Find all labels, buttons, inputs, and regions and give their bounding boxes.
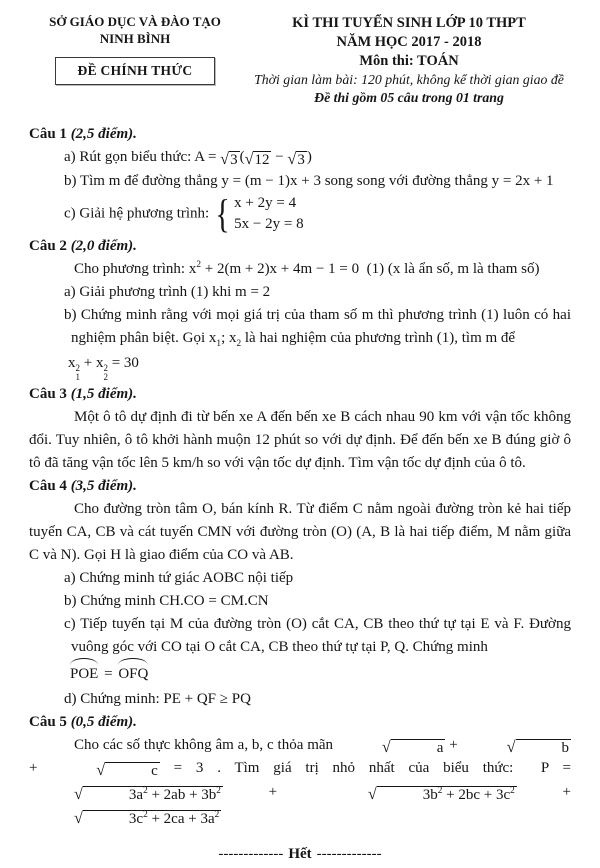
question-points: (1,5 điểm).	[70, 385, 137, 402]
superscript: 2	[216, 785, 221, 796]
question-line: a) Rút gọn biểu thức: A = √ 3 ( √ 12 − √ 3 )	[64, 148, 312, 168]
question-line: x 2 1 + x 2 2 = 30	[68, 354, 139, 383]
question-header-3	[29, 383, 571, 406]
question-header-2	[29, 235, 571, 258]
question-label: Câu 4	[29, 477, 71, 494]
radical-sign-icon: √	[244, 149, 254, 168]
issuing-authority-block	[29, 14, 241, 85]
question-line: Cho các số thực không âm a, b, c thỏa mãn √ a + √ b + √ c = 3 . Tìm giá trị nhỏ nhất của biểu thức: P = √ $3a^2 + 2ab + 3b^2$ + √ $3b^2 + 2bc + 3c^2$ + √ $3c^2 + 2ca + 3a^2$	[29, 736, 571, 827]
question-line: b) Chứng minh CH.CO = CM.CN	[64, 592, 269, 609]
official-exam-box	[55, 57, 216, 85]
radical-sign-icon: √	[220, 149, 230, 168]
system-equation: x + 2y = 4	[234, 194, 297, 211]
radical-sign-icon: √	[74, 784, 83, 803]
sup-sub-stack	[76, 364, 81, 383]
question-line: Cho đường tròn tâm O, bán kính R. Từ điểm C nằm ngoài đường tròn kẻ hai tiếp tuyến CA, CB và cát tuyến CMN với đường tròn (O) (A, B là hai tiếp điểm, M nằm giữa C và N). Gọi H là giao điểm của CO và AB.	[29, 500, 571, 563]
radicand: $3c^2 + 2ca + 3a^2$	[83, 810, 221, 829]
question-header-1	[29, 123, 571, 146]
question-label: Câu 5	[29, 713, 71, 730]
footer-dashes-left: -------------	[218, 846, 284, 863]
authority-province: NINH BÌNH	[99, 30, 171, 46]
angle-arc-notation: POE	[68, 659, 100, 688]
exam-footer	[29, 843, 571, 866]
sqrt-radical	[462, 739, 571, 758]
system-equations	[234, 193, 303, 235]
footer-dashes-right: -------------	[316, 846, 382, 863]
question-points: (2,5 điểm).	[70, 125, 137, 142]
question-line: a) Giải phương trình (1) khi m = 2	[64, 283, 271, 300]
radicand: a	[391, 739, 446, 758]
question-line: c) Tiếp tuyến tại M của đường tròn (O) cắt CA, CB theo thứ tự tại E và F. Đường vuông góc với CO tại O cắt CA, CB theo thứ tự tại P, Q. Chứng minh	[64, 615, 571, 655]
radical-sign-icon: √	[381, 737, 391, 756]
question-line: Một ô tô dự định đi từ bến xe A đến bến xe B cách nhau 90 km với vận tốc không đổi. Tuy nhiên, ô tô khởi hành muộn 12 phút so với dự định. Để đến bến xe B đúng giờ ô tô đã tăng vận tốc lên 5 km/h so với vận tốc dự định. Tìm vận tốc dự định của ô tô.	[29, 408, 571, 471]
system-brace: {	[215, 190, 230, 236]
question-line: POE = OFQ	[68, 659, 571, 688]
official-exam-label: ĐỀ CHÍNH THỨC	[77, 62, 193, 78]
superscript: 2	[214, 809, 220, 820]
question-header-5	[29, 711, 571, 734]
angle-arc-notation: OFQ	[116, 659, 150, 688]
exam-page-note: Đề thi gồm 05 câu trong 01 trang	[314, 89, 504, 105]
exam-duration: Thời gian làm bài: 120 phút, không kể thời gian giao đề	[254, 71, 564, 87]
question-line: d) Chứng minh: PE + QF ≥ PQ	[64, 690, 251, 707]
question-points: (3,5 điểm).	[70, 477, 137, 494]
sqrt-radical	[51, 762, 160, 781]
sqrt-radical	[337, 739, 446, 758]
sqrt-radical	[323, 786, 517, 805]
sup-sub-stack	[103, 364, 108, 383]
sqrt-radical	[29, 810, 221, 829]
superscript: 2	[143, 785, 148, 796]
radicand: c	[105, 762, 160, 781]
exam-body	[29, 123, 571, 828]
radical-sign-icon: √	[506, 737, 516, 756]
superscript: 2	[143, 809, 148, 820]
superscript: 2	[75, 362, 80, 373]
radicand: $3a^2 + 2ab + 3b^2$	[83, 786, 223, 805]
radical-sign-icon: √	[367, 784, 377, 803]
question-label: Câu 2	[29, 237, 71, 254]
exam-title: KÌ THI TUYỂN SINH LỚP 10 THPT	[292, 15, 526, 31]
radicand: 3	[230, 151, 238, 168]
question-line: a) Chứng minh tứ giác AOBC nội tiếp	[64, 569, 294, 586]
question-label: Câu 3	[29, 385, 71, 402]
radical-sign-icon: √	[74, 808, 83, 827]
subscript: 2	[103, 372, 108, 383]
question-header-4	[29, 475, 571, 498]
exam-header	[29, 14, 571, 107]
superscript: 2	[196, 259, 201, 270]
radicand: b	[516, 739, 572, 758]
radicand: $3b^2 + 2bc + 3c^2$	[377, 786, 517, 805]
radical-sign-icon: √	[96, 761, 106, 780]
radicand: 12	[254, 151, 270, 168]
radicand: 3	[297, 151, 305, 168]
subscript: 1	[75, 372, 80, 383]
question-line: b) Chứng minh rằng với mọi giá trị của tham số m thì phương trình (1) luôn có hai nghiệm phân biệt. Gọi $x_1$; $x_2$ là hai nghiệm của phương trình (1), tìm m để	[64, 306, 571, 349]
question-line: b) Tìm m để đường thẳng y = (m − 1)x + 3 song song với đường thẳng y = 2x + 1	[64, 172, 554, 189]
question-line: Cho phương trình: $x^2 + 2(m + 2)x + 4m - 1 = 0$ (1) (x là ẩn số, m là tham số)	[74, 259, 540, 277]
question-points: (0,5 điểm).	[70, 713, 137, 730]
superscript: 2	[103, 362, 108, 373]
question-line: c) Giải hệ phương trình: { x + 2y = 4 5x − 2y = 8	[64, 190, 304, 236]
exam-subject: Môn thi: TOÁN	[359, 52, 459, 69]
equation-system	[213, 190, 304, 236]
question-label: Câu 1	[29, 125, 71, 142]
footer-het-label: Hết	[288, 846, 312, 863]
question-points: (2,0 điểm).	[70, 237, 137, 254]
sqrt-radical	[220, 151, 239, 170]
subscript: 1	[216, 338, 222, 349]
sqrt-radical	[287, 151, 306, 170]
subscript: 2	[236, 338, 242, 349]
superscript: 2	[437, 785, 443, 796]
authority-name: SỞ GIÁO DỤC VÀ ĐÀO TẠO	[49, 14, 221, 29]
sqrt-radical	[29, 786, 223, 805]
exam-title-block	[241, 14, 571, 107]
sqrt-radical	[245, 151, 272, 170]
superscript: 2	[510, 785, 515, 796]
system-equation: 5x − 2y = 8	[234, 215, 304, 232]
radical-sign-icon: √	[287, 149, 297, 168]
exam-year: NĂM HỌC 2017 - 2018	[336, 33, 482, 50]
